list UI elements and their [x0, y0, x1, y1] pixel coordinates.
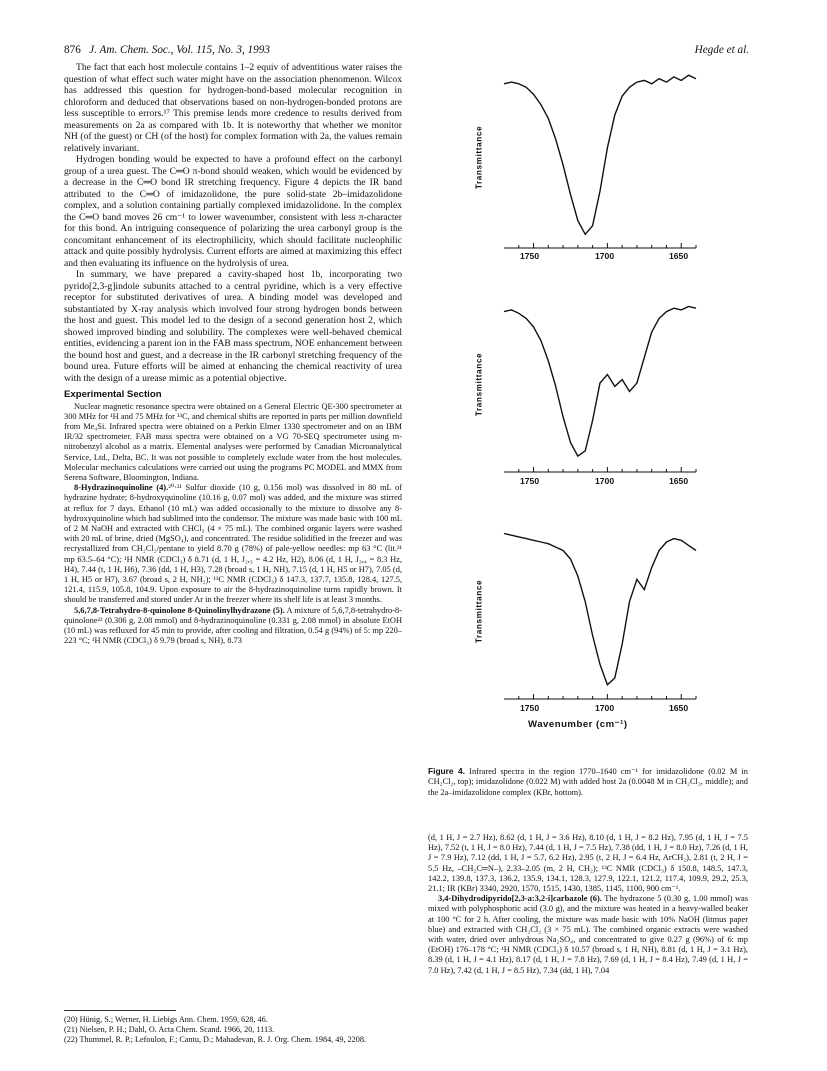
- reference-20: (20) Hünig, S.; Werner, H. Liebigs Ann. Chem. 1959, 628, 46.: [64, 1015, 268, 1024]
- tick-label-1750-top: 1750: [520, 251, 540, 261]
- paragraph-compound-6: [428, 894, 748, 976]
- paragraph-carbonyl: Hydrogen bonding would be expected to have a profound effect on the carbonyl group of a urea guest. The C═O π-bond should weaken, which would be evidenced by a decrease in the C═O bond IR stretching frequency. Figure 4 depicts the IR band attributed to the C═O of imidazolidone, the pure solid-state 2b–imidazolidone complex, and a solution containing partially complexed imidazolidone. In the complex the C═O band moves 26 cm⁻¹ to lower wavenumber, consistent with less π-character for this bond. An intriguing consequence of polarizing the urea carbonyl group is the concomitant enhancement of its electrophilicity, which should facilitate nucleophilic attack and quite possibly hydrolysis. Current efforts are aimed at maximizing this effect and then evaluating its influence on the hydrolysis of urea.: [64, 154, 402, 269]
- right-column: [428, 833, 748, 976]
- running-authors: Hegde et al.: [694, 44, 749, 56]
- paragraph-instruments: Nuclear magnetic resonance spectra were obtained on a General Electric QE-300 spectrometer at 300 MHz for ¹H and 75 MHz for ¹³C, and chemical shifts are reported in parts per million downfield from Me₄Si. Infrared spectra were obtained on a Perkin Elmer 1330 spectrometer and on an IBM IR/32 spectrometer. FAB mass spectra were obtained on a VG 70-SEQ spectrometer using m-nitrobenzyl alcohol as a matrix. Elemental analyses were performed by Canadian Microanalytical Service, Ltd., Delta, BC. It was not possible to completely exclude water from the host molecules. Molecular mechanics calculations were carried out using the programs PC MODEL and MMX from Serena Software, Bloomington, Indiana.: [64, 401, 402, 482]
- figure-caption-text: Infrared spectra in the region 1770–1640 cm⁻¹ for imidazolidone (0.02 M in CH₂Cl₂, top); imidazolidone (0.022 M) with added host 2a (0.0048 M in CH₂Cl₂, middle); and the 2a–imidazolidone complex (KBr, bottom).: [428, 767, 748, 797]
- left-column: [64, 62, 402, 646]
- journal-citation: J. Am. Chem. Soc., Vol. 115, No. 3, 1993: [89, 44, 270, 56]
- ir-panel-bottom: [476, 515, 708, 725]
- x-axis-title: Wavenumber (cm⁻¹): [528, 719, 628, 730]
- compound-6-name: 3,4-Dihydrodipyrido[2,3-a:3,2-i]carbazole (6).: [438, 894, 602, 904]
- figure-caption: [428, 766, 748, 798]
- paragraph-summary: In summary, we have prepared a cavity-shaped host 1b, incorporating two pyrido[2,3-g]indole subunits attached to a central pyridine, which is a very effective receptor for substituted derivatives of urea. A binding model was developed and substantiated by X-ray analysis which involved four strong hydrogen bonds between the host and guest. This model led to the design of a second generation host 2, which showed improved binding and solubility. The complexes were well-behaved chemical entities, evidencing a parent ion in the FAB mass spectrum, NOE enhancement between the bound host and guest, and a decrease in the IR carbonyl stretching frequency of the bound urea. Future efforts will be aimed at enhancing the chemical reactivity of urea with the design of a urease mimic as a potential objective.: [64, 269, 402, 384]
- footnote-rule: [64, 1010, 176, 1011]
- ir-spectrum-top-svg: [476, 58, 708, 268]
- footnote-references: [64, 1010, 402, 1045]
- tick-label-1750-middle: 1750: [520, 476, 540, 486]
- compound-6-text: The hydrazone 5 (0.30 g, 1.00 mmol) was mixed with polyphosphoric acid (3.0 g), and the mixture was heated in a heavy-walled beaker at 100 °C for 2 h. After cooling, the mixture was made basic with 10% NaOH (litmus paper blue) and extracted with CH₂Cl₂ (3 × 75 mL). The combined organic extracts were washed with water, dried over anhydrous Na₂SO₄, and concentrated to give 0.27 g (96%) of 6: mp (EtOH) 176–178 °C; ¹H NMR (CDCl₃) δ 10.57 (broad s, 1 H, NH), 8.81 (d, 1 H, J = 3.1 Hz), 8.39 (d, 1 H, J = 4.1 Hz), 8.17 (d, 1 H, J = 7.8 Hz), 7.69 (d, 1 H, J = 8.4 Hz), 7.49 (d, 1 H, J = 7.0 Hz), 7.42 (d, 1 H, J = 8.5 Hz), 7.34 (dd, 1 H), 7.04: [428, 894, 748, 975]
- compound-5-text: A mixture of 5,6,7,8-tetrahydro-8-quinolone²² (0.306 g, 2.08 mmol) and 8-hydrazinoquinoline (0.331 g, 2.08 mmol) in absolute EtOH (10 mL) was refluxed for 45 min to provide, after cooling and filtration, 0.54 g (94%) of 5: mp 220–223 °C; ¹H NMR (CDCl₃) δ 9.79 (broad s, NH), 8.73: [64, 605, 403, 646]
- figure-caption-label: Figure 4.: [428, 766, 465, 776]
- ir-panel-middle: [476, 290, 708, 500]
- compound-4-text: ²⁰·²¹ Sulfur dioxide (10 g, 0.156 mol) was dissolved in 80 mL of hydrazine hydrate; 8-hydroxyquinoline (10.16 g, 0.07 mol) was added, and the mixture was stirred at reflux for 7 days. Ethanol (10 mL) was added occasionally to the mixture to dissolve any 8-hydroxyquinoline which had sublimed into the condensor. The mixture was made basic with 100 mL of 2 M NaOH and extracted with CHCl₃ (4 × 75 mL). The combined organic layers were washed with 20 mL of brine, dried (MgSO₄), and concentrated. The residue solidified in the freezer and was recrystallized from CH₂Cl₂/pentane to yield 8.70 g (78%) of pale-yellow needles: mp 63 °C (lit.²¹ mp 63.5–64 °C); ¹H NMR (CDCl₃) δ 8.71 (d, 1 H, J₂,₃ = 4.2 Hz, H2), 8.06 (d, 1 H, J₃,₄ = 8.3 Hz, H4), 7.44 (t, 1 H, H6), 7.36 (dd, 1 H, H3), 7.28 (broad s, 1 H, NH), 7.15 (d, 1 H, H5 or H7), 7.05 (d, 1 H, H5 or H7), 3.67 (broad s, 2 H, NH₂); ¹³C NMR (CDCl₃) δ 147.3, 137.7, 135.8, 128.4, 127.5, 121.4, 115.9, 105.8, 104.9. Upon exposure to air the 8-hydrazinoquinoline turns rapidly brown. It should be transferred and stored under Ar in the freezer where its shelf life is at least 3 months.: [64, 483, 402, 605]
- tick-label-1700-top: 1700: [595, 251, 615, 261]
- tick-label-1700-bottom: 1700: [595, 703, 615, 713]
- ir-spectrum-bottom-svg: [476, 515, 708, 725]
- ir-spectrum-middle-svg: [476, 290, 708, 500]
- ir-panel-top: [476, 58, 708, 268]
- spectrum-line-bottom: [504, 534, 696, 685]
- spectrum-line-middle: [504, 307, 696, 457]
- paragraph-water: The fact that each host molecule contains 1–2 equiv of adventitious water raises the question of what effect such water might have on the association phenomenon. Wilcox has addressed this question for hydrogen-bond-based molecular recognition in chloroform and deduced that observations based on non-hydrogen-bonded protons are less susceptible to errors.¹⁷ This premise lends more credence to results derived from measurements on 2a as compared with 1b. It is noteworthy that whether we monitor NH (of the guest) or CH (of the host) for complex formation with 2a, the values remain relatively invariant.: [64, 62, 402, 154]
- tick-group: [519, 243, 696, 248]
- paragraph-compound-5-cont: (d, 1 H, J = 2.7 Hz), 8.62 (d, 1 H, J = 3.6 Hz), 8.10 (d, 1 H, J = 8.2 Hz), 7.95 (d, 1 H, J = 7.5 Hz), 7.52 (t, 1 H, J = 8.0 Hz), 7.44 (d, 1 H, J = 7.5 Hz), 7.38 (dd, 1 H, J = 8.0 Hz), 7.26 (d, 1 H, J = 7.9 Hz), 7.12 (dd, 1 H, J = 5.7, 6.2 Hz), 2.95 (t, 2 H, J = 6.4 Hz, ArCH₂), 2.81 (t, 2 H, J = 5.5 Hz, –CH₂C═N–), 2.33–2.05 (m, 2 H, CH₂); ¹³C NMR (CDCl₃) δ 150.8, 148.5, 147.3, 142.2, 139.8, 137.3, 136.2, 135.9, 134.1, 128.3, 127.9, 122.1, 121.2, 117.4, 109.9, 29.2, 25.3, 21.1; IR (KBr) 3340, 2920, 1570, 1515, 1430, 1385, 1145, 1100, 900 cm⁻¹.: [428, 833, 748, 894]
- reference-22: (22) Thummel, R. P.; Lefoulon, F.; Cantu, D.; Mahadevan, R. J. Org. Chem. 1984, 49, 2208.: [64, 1035, 366, 1044]
- tick-label-1650-middle: 1650: [669, 476, 689, 486]
- y-axis-label-top: Transmittance: [474, 125, 484, 190]
- spectrum-line-top: [504, 75, 696, 234]
- tick-label-1650-top: 1650: [669, 251, 689, 261]
- compound-4-name: 8-Hydrazinoquinoline (4).: [74, 483, 169, 493]
- header-left: [64, 44, 270, 56]
- paragraph-compound-4: [64, 483, 402, 605]
- reference-21: (21) Nielsen, P. H.; Dahl, O. Acta Chem. Scand. 1966, 20, 1113.: [64, 1025, 275, 1034]
- compound-5-name: 5,6,7,8-Tetrahydro-8-quinolone 8-Quinolinylhydrazone (5).: [74, 605, 285, 615]
- y-axis-label-middle: Transmittance: [474, 352, 484, 417]
- y-axis-label-bottom: Transmittance: [474, 579, 484, 644]
- tick-label-1650-bottom: 1650: [669, 703, 689, 713]
- page-number: 876: [64, 44, 81, 56]
- tick-label-1750-bottom: 1750: [520, 703, 540, 713]
- tick-group: [519, 694, 696, 699]
- tick-group: [519, 467, 696, 472]
- tick-label-1700-middle: 1700: [595, 476, 615, 486]
- experimental-body: [64, 402, 402, 647]
- page-header: [64, 44, 749, 58]
- section-heading-experimental: Experimental Section: [64, 389, 162, 400]
- paragraph-compound-5: [64, 606, 402, 647]
